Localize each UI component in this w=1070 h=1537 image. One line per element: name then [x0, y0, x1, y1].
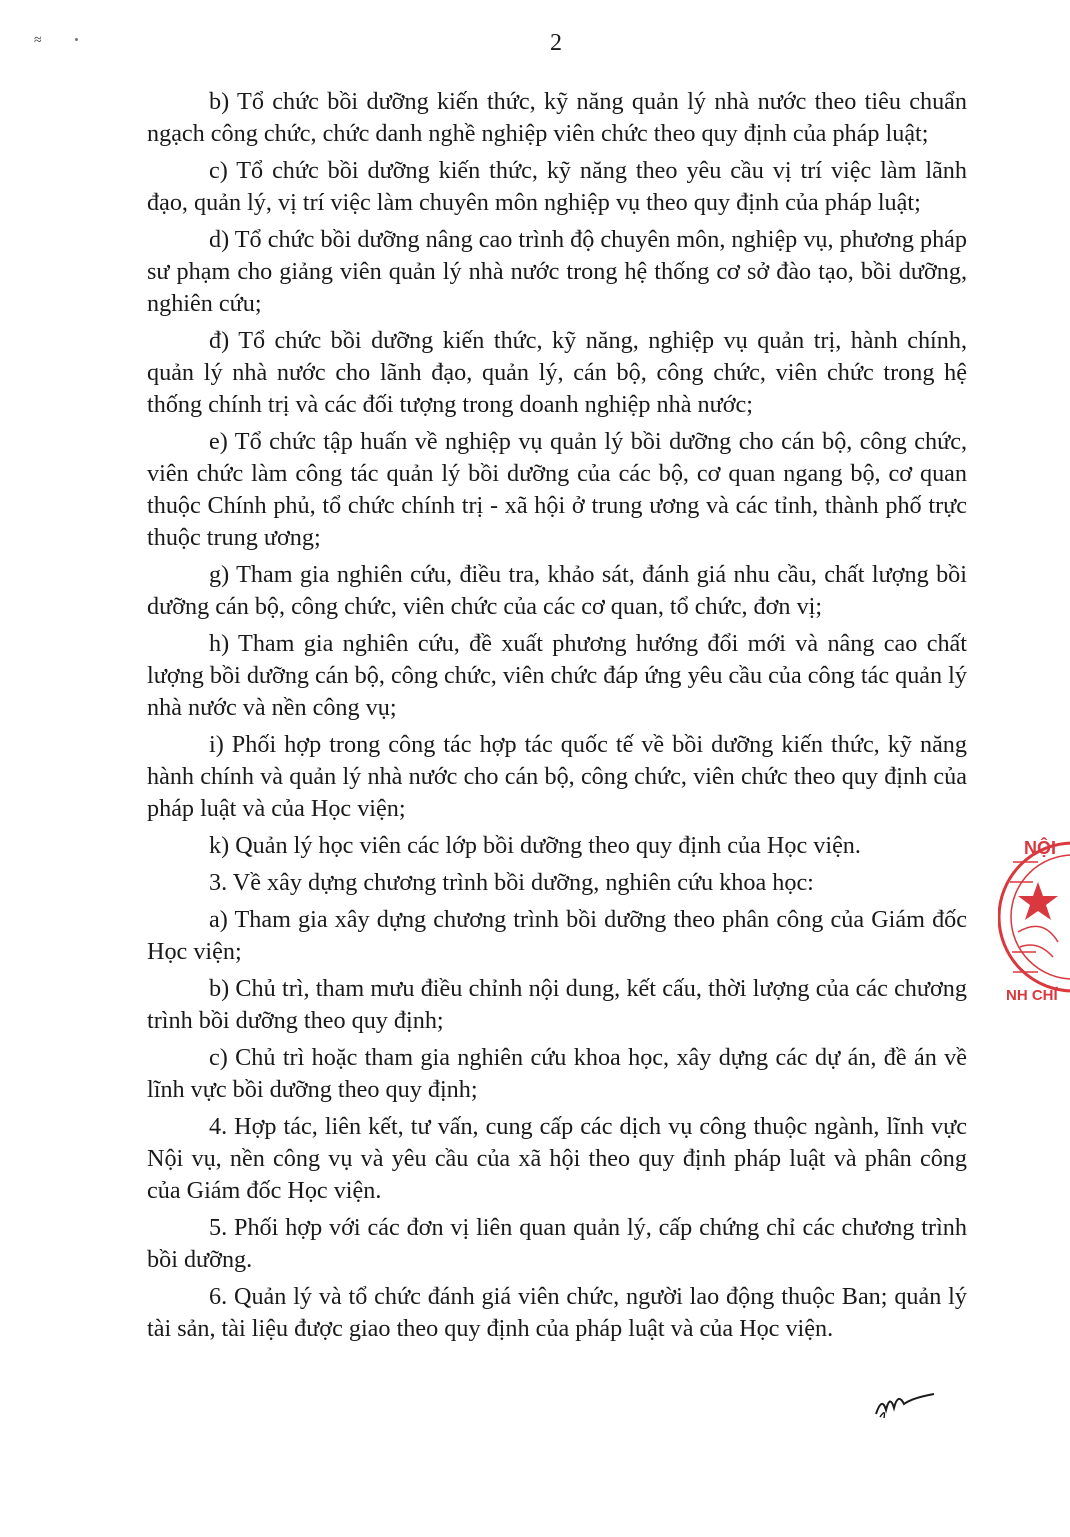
paragraph: a) Tham gia xây dựng chương trình bồi dưỡng theo phân công của Giám đốc Học viện; [147, 906, 967, 965]
paragraph: 3. Về xây dựng chương trình bồi dưỡng, nghiên cứu khoa học: [209, 869, 814, 896]
paragraph: b) Chủ trì, tham mưu điều chỉnh nội dung, kết cấu, thời lượng của các chương trình bồi dưỡng theo quy định; [147, 975, 967, 1034]
paragraph: d) Tổ chức bồi dưỡng nâng cao trình độ chuyên môn, nghiệp vụ, phương pháp sư phạm cho giảng viên quản lý nhà nước trong hệ thống cơ sở đào tạo, bồi dưỡng, nghiên cứu; [147, 226, 967, 317]
paragraph: c) Tổ chức bồi dưỡng kiến thức, kỹ năng theo yêu cầu vị trí việc làm lãnh đạo, quản lý, vị trí việc làm chuyên môn nghiệp vụ theo quy định của pháp luật; [147, 157, 967, 216]
seal-text-bottom: NH CHÍ [1006, 987, 1058, 1004]
official-seal-stamp [998, 822, 1070, 1012]
paragraph: e) Tổ chức tập huấn về nghiệp vụ quản lý bồi dưỡng cho cán bộ, công chức, viên chức làm công tác quản lý bồi dưỡng của các bộ, cơ quan ngang bộ, cơ quan thuộc Chính phủ, tổ chức chính trị - xã hội ở trung ương và các tỉnh, thành phố trực thuộc trung ương; [147, 428, 967, 551]
paragraph: i) Phối hợp trong công tác hợp tác quốc tế về bồi dưỡng kiến thức, kỹ năng hành chính và quản lý nhà nước cho cán bộ, công chức, viên chức theo quy định của pháp luật và của Học viện; [147, 731, 967, 822]
page-number: 2 [550, 30, 562, 56]
document-body [147, 86, 967, 1350]
paragraph: b) Tổ chức bồi dưỡng kiến thức, kỹ năng quản lý nhà nước theo tiêu chuẩn ngạch công chức, chức danh nghề nghiệp viên chức theo quy định của pháp luật; [147, 88, 967, 147]
paragraph: đ) Tổ chức bồi dưỡng kiến thức, kỹ năng, nghiệp vụ quản trị, hành chính, quản lý nhà nước cho lãnh đạo, quản lý, cán bộ, công chức, viên chức trong hệ thống chính trị và các đối tượng trong doanh nghiệp nhà nước; [147, 327, 967, 418]
seal-text-top: NỘI [1024, 838, 1057, 858]
paragraph: c) Chủ trì hoặc tham gia nghiên cứu khoa học, xây dựng các dự án, đề án về lĩnh vực bồi dưỡng theo quy định; [147, 1044, 967, 1103]
initial-signature [872, 1384, 938, 1420]
paragraph: k) Quản lý học viên các lớp bồi dưỡng theo quy định của Học viện. [209, 832, 861, 859]
paragraph: 6. Quản lý và tổ chức đánh giá viên chức, người lao động thuộc Ban; quản lý tài sản, tài liệu được giao theo quy định của pháp luật và của Học viện. [147, 1283, 967, 1342]
paragraph: h) Tham gia nghiên cứu, đề xuất phương hướng đổi mới và nâng cao chất lượng bồi dưỡng cán bộ, công chức, viên chức đáp ứng yêu cầu của công tác quản lý nhà nước và nền công vụ; [147, 630, 967, 721]
paragraph: 5. Phối hợp với các đơn vị liên quan quản lý, cấp chứng chỉ các chương trình bồi dưỡng. [147, 1214, 967, 1273]
seal-star-icon [1018, 882, 1058, 920]
scan-mark: ≈ [34, 33, 42, 48]
paragraph: 4. Hợp tác, liên kết, tư vấn, cung cấp các dịch vụ công thuộc ngành, lĩnh vực Nội vụ, nền công vụ và yêu cầu của xã hội theo quy định pháp luật và phân công của Giám đốc Học viện. [147, 1113, 967, 1204]
paragraph: g) Tham gia nghiên cứu, điều tra, khảo sát, đánh giá nhu cầu, chất lượng bồi dưỡng cán bộ, công chức, viên chức của các cơ quan, tổ chức, đơn vị; [147, 561, 967, 620]
